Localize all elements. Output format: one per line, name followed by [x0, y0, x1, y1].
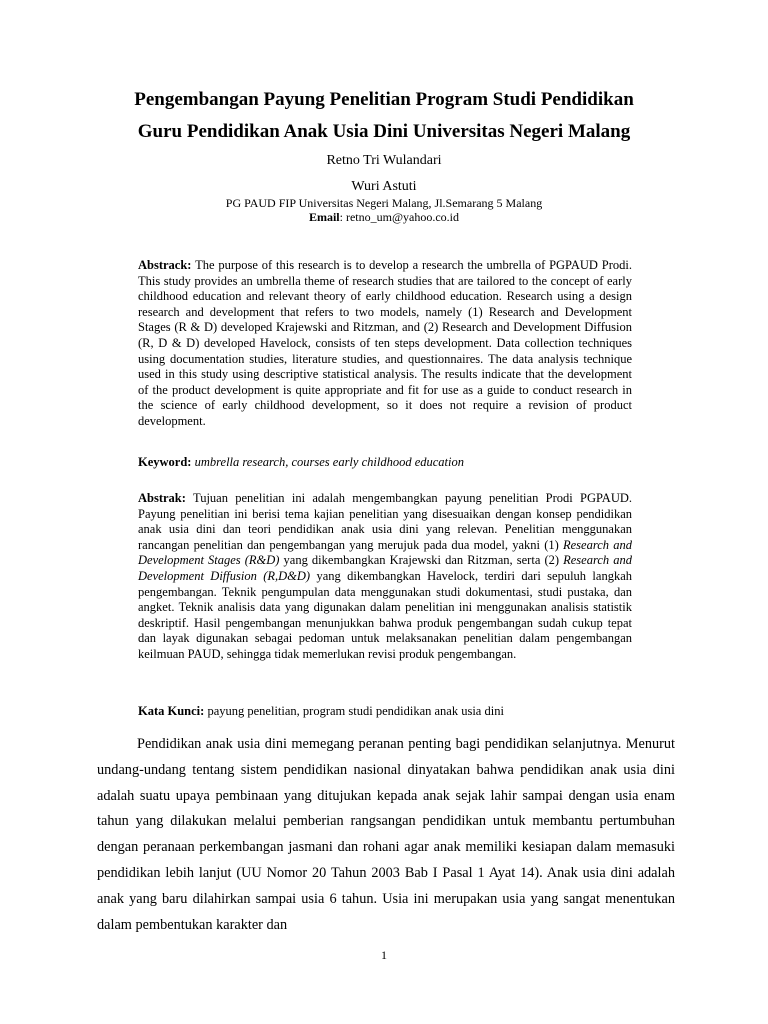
abstract-english-text: The purpose of this research is to develop a research the umbrella of PGPAUD Prodi. This study provides an umbrella theme of research studies that are tailored to the concept of early childhood education and relevant theory of early childhood education. Research using a design research and development that refers to two models, namely (1) Research and Development Stages (R & D) developed Krajewski and Ritzman, and (2) Research and Development Diffusion (R, D & D) developed Havelock, consists of ten steps development. Data collection techniques using documentation studies, literature studies, and questionnaires. The data analysis technique used in this study using descriptive statistical analysis. The results indicate that the development of the product development is quite appropriate and fit for use as a guide to conduct research in the science of early childhood development, so it does not require a revision of product development. [138, 258, 632, 428]
keywords-english-label: Keyword: [138, 455, 192, 469]
keywords-english-text: umbrella research, courses early childhood education [191, 455, 464, 469]
abstract-english-label: Abstrack: [138, 258, 192, 272]
page-number: 1 [381, 948, 387, 962]
abstract-indonesian-text-3: yang dikembangkan Havelock, terdiri dari sepuluh langkah pengembangan. Teknik pengumpulan data menggunakan studi dokumentasi, studi pustaka, dan angket. Teknik analisis data yang digunakan dalam penelitian ini menggunakan analisis statistik deskriptif. Hasil pengembangan menunjukkan bahwa produk pengembangan sudah cukup tepat dan layak digunakan sebagai pedoman untuk melaksanakan penelitian dalam pengembangan keilmuan PAUD, sehingga tidak memerlukan revisi produk pengembangan. [138, 568, 632, 661]
body-text [97, 732, 675, 938]
abstract-indonesian [138, 491, 632, 663]
abstract-english [138, 258, 632, 430]
abstract-indonesian-italic-1: Research and Development Stages (R&D) [138, 537, 633, 568]
keywords-english [138, 455, 632, 471]
author-2: Wuri Astuti [351, 179, 417, 194]
paper-title-line-2: Guru Pendidikan Anak Usia Dini Universitas Negeri Malang [137, 121, 631, 142]
keywords-indonesian [138, 704, 632, 720]
abstract-indonesian-label: Abstrak: [138, 491, 186, 505]
author-1: Retno Tri Wulandari [326, 153, 442, 168]
body-paragraph-1: Pendidikan anak usia dini memegang peranan penting bagi pendidikan selanjutnya. Menurut undang-undang tentang sistem pendidikan nasional dinyatakan bahwa pendidikan anak usia dini adalah suatu upaya pembinaan yang ditujukan kepada anak sejak lahir sampai dengan usia enam tahun yang dilakukan melalui pemberian rangsangan pendidikan untuk membantu pertumbuhan dengan peranaan perkembangan jasmani dan rohani agar anak memiliki kesiapan dalam memasuki pendidikan lebih lanjut (UU Nomor 20 Tahun 2003 Bab I Pasal 1 Ayat 14). Anak usia dini adalah anak yang baru dilahirkan sampai usia 6 tahun. Usia ini merupakan usia yang sangat menentukan dalam pembentukan karakter dan [97, 736, 675, 933]
email-value: : retno_um@yahoo.co.id [339, 210, 460, 224]
abstract-indonesian-text-1: Tujuan penelitian ini adalah mengembangkan payung penelitian Prodi PGPAUD. Payung penelitian ini berisi tema kajian penelitian yang disesuaikan dengan konsep pendidikan anak usia dini dan teori pendidikan anak usia dini yang relevan. Penelitian menggunakan rancangan penelitian dan pengembangan yang merujuk pada dua model, yakni (1) [138, 491, 632, 552]
email-line [0, 210, 768, 224]
abstract-indonesian-italic-2: Research and Development Diffusion (R,D&D) [138, 553, 632, 583]
keywords-indonesian-text: payung penelitian, program studi pendidikan anak usia dini [204, 704, 504, 718]
keywords-indonesian-label: Kata Kunci: [138, 704, 205, 718]
email-label: Email [308, 210, 340, 224]
abstract-indonesian-text-2: yang dikembangkan Krajewski dan Ritzman, serta (2) [279, 553, 564, 568]
paper-title-line-1: Pengembangan Payung Penelitian Program Studi Pendidikan [134, 89, 634, 110]
affiliation: PG PAUD FIP Universitas Negeri Malang, Jl.Semarang 5 Malang [225, 196, 543, 210]
